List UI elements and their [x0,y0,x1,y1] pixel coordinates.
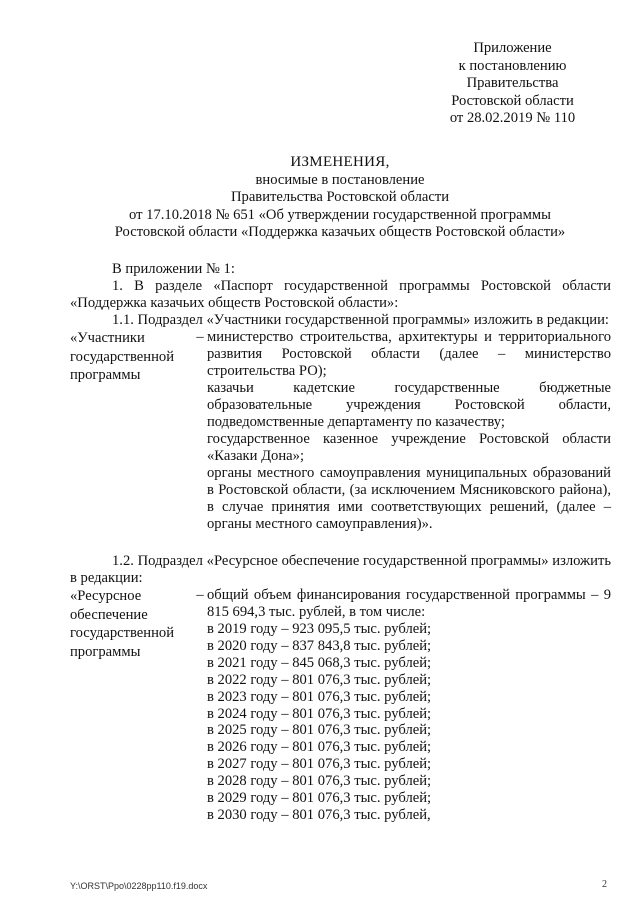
participants-label: «Участники государственной программы [70,330,175,383]
year-line: в 2024 году – 801 076,3 тыс. рублей; [207,705,432,722]
year-line: в 2029 году – 801 076,3 тыс. рублей; [207,790,432,807]
paragraph-1-1: 1.1. Подраздел «Участники государственной программы» изложить в редакции: [112,312,609,328]
spacer [70,533,611,553]
participants-list [207,329,611,533]
participant-item: министерство строительства, архитектуры и территориального развития Ростовской области (далее – министерство строительства РО); [207,329,611,379]
footer-file-path: Y:\ORST\Ppo\0228pp110.f19.docx [70,881,208,891]
resources-list [207,587,611,824]
heading-line: Ростовской области «Поддержка казачьих обществ Ростовской области» [114,224,566,241]
year-line: в 2025 году – 801 076,3 тыс. рублей; [207,722,432,739]
participant-item: казачьи кадетские государственные бюджетные образовательные учреждения Ростовской области, подведомственные департаменту по казачеству; [207,380,611,430]
appendix-line: от 28.02.2019 № 110 [449,110,576,126]
participant-item: органы местного самоуправления муниципальных образований в Ростовской области, (за исключением Мясниковского района), в случае принятия ими соответствующих решений, (далее – органы местного самоуправления)». [207,465,611,532]
document-heading [70,154,610,242]
resources-total: общий объем финансирования государственной программы – 9 815 694,3 тыс. рублей, в том числе: [207,587,611,620]
document-title: ИЗМЕНЕНИЯ, [290,154,390,170]
page-number: 2 [602,879,607,890]
appendix-line: к постановлению [458,57,567,74]
year-line: в 2023 году – 801 076,3 тыс. рублей; [207,688,432,705]
document-body [70,261,611,824]
intro-paragraph: В приложении № 1: [112,261,235,277]
year-line: в 2030 году – 801 076,3 тыс. рублей, [207,806,431,823]
year-line: в 2021 году – 845 068,3 тыс. рублей; [207,654,432,671]
heading-line: вносимые в постановление [255,171,425,188]
appendix-line: Ростовской области [451,92,574,109]
resources-label: «Ресурсное обеспечение государственной программы [70,588,175,660]
participant-item: государственное казенное учреждение Ростовской области «Казаки Дона»; [207,431,611,464]
heading-line: от 17.10.2018 № 651 «Об утверждении государственной программы [129,206,551,223]
participants-dash: – [196,329,204,345]
year-line: в 2028 году – 801 076,3 тыс. рублей; [207,773,432,790]
year-line: в 2022 году – 801 076,3 тыс. рублей; [207,671,432,688]
resources-dash: – [196,587,204,603]
paragraph-1: 1. В разделе «Паспорт государственной программы Ростовской области «Поддержка казачьих обществ Ростовской области»: [70,278,611,311]
year-line: в 2027 году – 801 076,3 тыс. рублей; [207,756,432,773]
heading-line: Правительства Ростовской области [230,189,450,206]
year-line: в 2026 году – 801 076,3 тыс. рублей; [207,739,432,756]
participants-row [70,329,611,533]
year-line: в 2019 году – 923 095,5 тыс. рублей; [207,621,432,637]
year-line: в 2020 году – 837 843,8 тыс. рублей; [207,637,432,654]
paragraph-1-2: 1.2. Подраздел «Ресурсное обеспечение государственной программы» изложить в редакции: [70,553,611,586]
resources-row [70,587,611,824]
appendix-line: Правительства [466,75,559,91]
appendix-block [430,40,595,128]
appendix-line: Приложение [473,40,552,56]
